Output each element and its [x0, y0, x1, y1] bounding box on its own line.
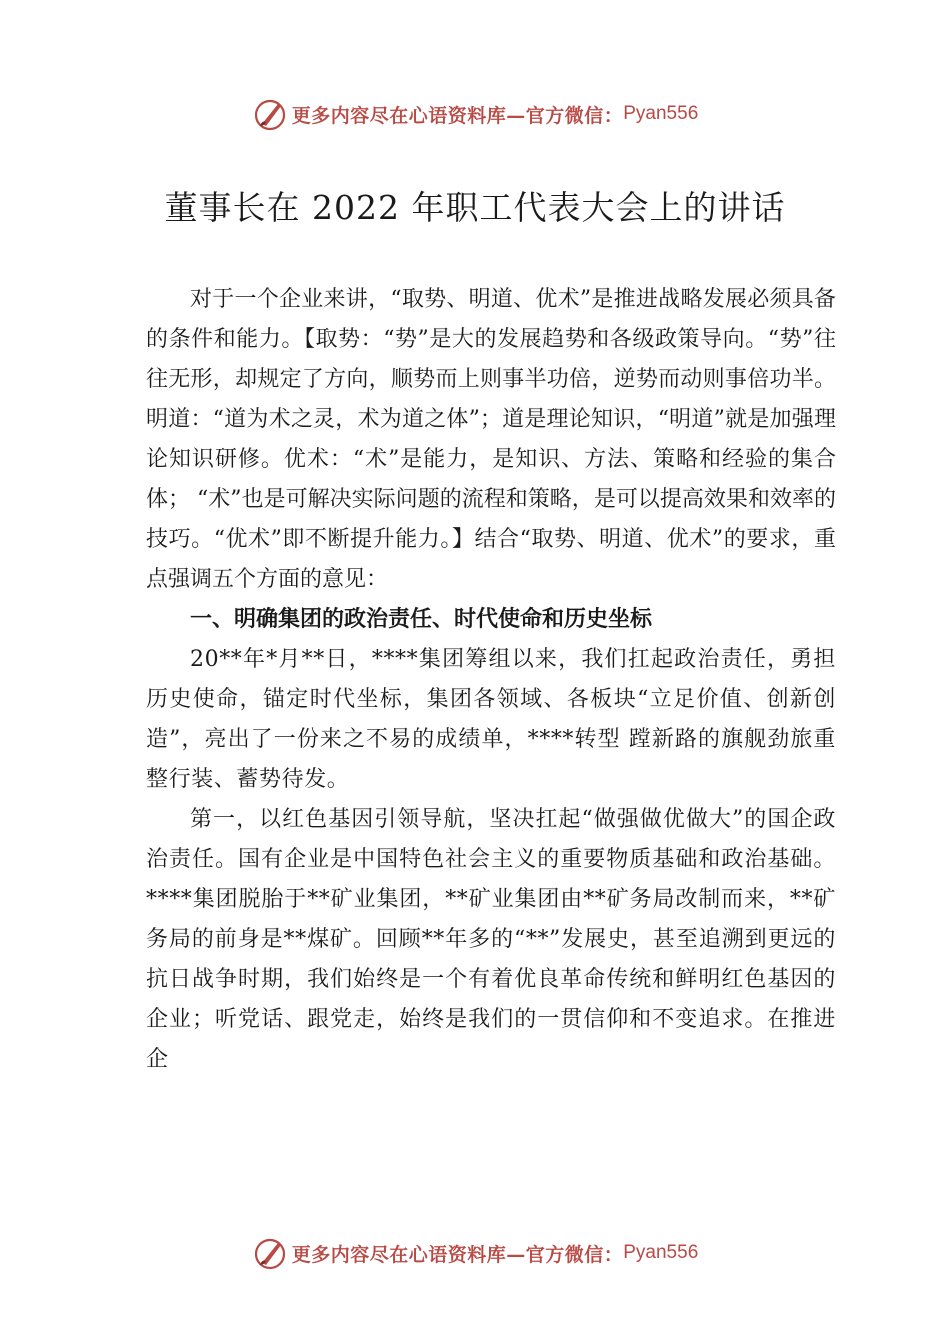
section-heading: 一、明确集团的政治责任、时代使命和历史坐标 — [190, 607, 653, 632]
footer-watermark — [0, 1233, 950, 1273]
paragraph-achievements: 20**年*月**日，****集团筹组以来，我们扛起政治责任，勇担历史使命，锚定时代坐标，集团各领域、各板块“立足价值、创新创造”，亮出了一份来之不易的成绩单，****转型 蹚新路的旗舰劲旅重整行装、蓄势待发。 — [146, 647, 836, 792]
watermark-wechat-id: Pyan556 — [623, 1242, 699, 1263]
watermark-text: 更多内容尽在心语资料库—官方微信： — [291, 1243, 624, 1266]
brush-logo-icon — [252, 96, 288, 132]
brush-logo-icon — [252, 1235, 288, 1271]
document-body — [146, 280, 836, 1080]
paragraph-intro: 对于一个企业来讲，“取势、明道、优术”是推进战略发展必须具备的条件和能力。【取势：“势”是大的发展趋势和各级政策导向。“势”往往无形，却规定了方向，顺势而上则事半功倍，逆势而动则事倍功半。明道：“道为术之灵，术为道之体”；道是理论知识，“明道”就是加强理论知识研修。优术：“术”是能力，是知识、方法、策略和经验的集合体； “术”也是可解决实际问题的流程和策略，是可以提高效果和效率的技巧。“优术”即不断提升能力。】结合“取势、明道、优术”的要求，重点强调五个方面的意见： — [146, 287, 836, 592]
header-watermark — [0, 94, 950, 134]
paragraph-first-point: 第一，以红色基因引领导航，坚决扛起“做强做优做大”的国企政治责任。国有企业是中国特色社会主义的重要物质基础和政治基础。****集团脱胎于**矿业集团，**矿业集团由**矿务局改制而来，**矿务局的前身是**煤矿。回顾**年多的“**”发展史，甚至追溯到更远的抗日战争时期，我们始终是一个有着优良革命传统和鲜明红色基因的企业；听党话、跟党走，始终是我们的一贯信仰和不变追求。在推进企 — [146, 807, 836, 1072]
watermark-wechat-id: Pyan556 — [623, 103, 699, 124]
document-title: 董事长在 2022 年职工代表大会上的讲话 — [164, 188, 786, 227]
watermark-text: 更多内容尽在心语资料库—官方微信： — [291, 104, 624, 127]
